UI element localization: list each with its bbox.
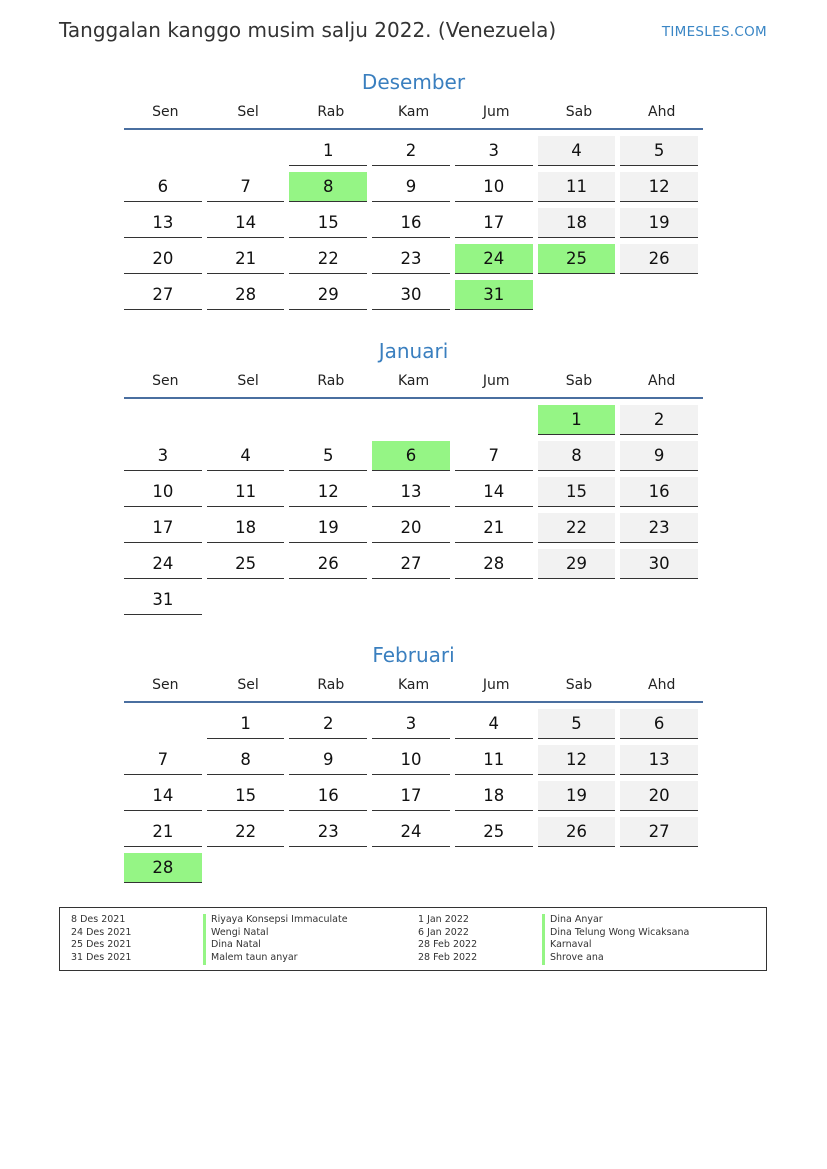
day-number: 9 [289, 745, 367, 775]
day-number: 8 [538, 441, 616, 471]
day-number: 3 [455, 136, 533, 166]
day-cell [620, 775, 703, 811]
day-number: 19 [620, 208, 698, 238]
day-number: 24 [124, 549, 202, 579]
day-cell [455, 703, 538, 739]
day-number: 14 [207, 208, 285, 238]
day-cell [372, 471, 455, 507]
day-number: 18 [455, 781, 533, 811]
day-number: 4 [455, 709, 533, 739]
week-row [124, 579, 703, 615]
weekday-label: Ahd [648, 373, 676, 389]
day-number: 28 [207, 280, 285, 310]
legend-holiday-date: 28 Feb 2022 [418, 952, 478, 964]
day-cell [538, 166, 621, 202]
weekday-label: Ahd [648, 104, 676, 120]
day-cell [207, 202, 290, 238]
day-cell [372, 202, 455, 238]
week-row [124, 811, 703, 847]
day-number: 11 [207, 477, 285, 507]
day-cell [124, 775, 207, 811]
day-number: 9 [620, 441, 698, 471]
day-cell [372, 130, 455, 166]
day-cell [207, 435, 290, 471]
month-title: Januari [378, 339, 449, 363]
day-cell [538, 847, 621, 883]
week-row [124, 775, 703, 811]
day-number: 11 [538, 172, 616, 202]
day-number: 3 [372, 709, 450, 739]
legend-holiday-date: 31 Des 2021 [71, 952, 132, 964]
week-row [124, 435, 703, 471]
weekday-label: Sel [237, 373, 259, 389]
day-cell [620, 435, 703, 471]
day-number: 29 [538, 549, 616, 579]
day-cell [207, 130, 290, 166]
day-number: 21 [207, 244, 285, 274]
day-number: 17 [124, 513, 202, 543]
day-number: 17 [455, 208, 533, 238]
day-cell [455, 471, 538, 507]
holiday-day-number: 28 [124, 853, 202, 883]
day-cell [620, 507, 703, 543]
holiday-day-number: 6 [372, 441, 450, 471]
day-cell [372, 435, 455, 471]
holiday-day-number: 1 [538, 405, 616, 435]
day-cell [620, 274, 703, 310]
day-cell [124, 739, 207, 775]
day-number: 13 [620, 745, 698, 775]
day-cell [207, 238, 290, 274]
weekday-header [124, 104, 703, 130]
legend-holiday-name: Malem taun anyar [203, 952, 348, 965]
day-cell [620, 399, 703, 435]
day-number: 19 [538, 781, 616, 811]
day-number: 21 [455, 513, 533, 543]
day-cell [289, 202, 372, 238]
weekday-label: Kam [397, 104, 430, 120]
week-row [124, 847, 703, 883]
day-cell [372, 166, 455, 202]
weekday-label: Sen [152, 373, 179, 389]
day-number: 23 [289, 817, 367, 847]
day-cell [207, 507, 290, 543]
legend-holiday-name: Riyaya Konsepsi Immaculate [203, 914, 348, 927]
week-row [124, 399, 703, 435]
day-cell [538, 130, 621, 166]
day-number: 13 [124, 208, 202, 238]
day-number: 6 [124, 172, 202, 202]
legend-holiday-name: Wengi Natal [203, 927, 348, 940]
day-cell [372, 543, 455, 579]
day-number: 12 [289, 477, 367, 507]
day-cell [207, 847, 290, 883]
day-cell [207, 739, 290, 775]
week-row [124, 507, 703, 543]
day-number: 18 [538, 208, 616, 238]
day-cell [538, 739, 621, 775]
week-row [124, 703, 703, 739]
month-title: Desember [361, 70, 466, 94]
day-cell [372, 811, 455, 847]
month-title: Februari [372, 643, 455, 667]
week-row [124, 543, 703, 579]
weekday-label: Sel [237, 104, 259, 120]
day-cell [124, 130, 207, 166]
holiday-legend [59, 907, 767, 971]
day-cell [455, 543, 538, 579]
weekday-label: Rab [317, 104, 345, 120]
day-cell [538, 703, 621, 739]
day-cell [372, 238, 455, 274]
day-number: 7 [124, 745, 202, 775]
week-row [124, 238, 703, 274]
day-cell [207, 399, 290, 435]
day-number: 2 [620, 405, 698, 435]
day-cell [124, 274, 207, 310]
weekday-label: Sab [565, 104, 593, 120]
day-cell [207, 274, 290, 310]
day-cell [620, 739, 703, 775]
day-cell [538, 579, 621, 615]
weekday-header [124, 373, 703, 399]
day-cell [620, 130, 703, 166]
day-cell [289, 130, 372, 166]
day-cell [538, 775, 621, 811]
legend-dates-left [71, 914, 131, 965]
day-number: 5 [538, 709, 616, 739]
day-number: 22 [207, 817, 285, 847]
day-cell [124, 543, 207, 579]
weekday-label: Kam [397, 373, 430, 389]
day-cell [455, 238, 538, 274]
day-cell [289, 579, 372, 615]
day-cell [538, 471, 621, 507]
day-cell [455, 274, 538, 310]
legend-holiday-name: Dina Telung Wong Wicaksana [542, 927, 689, 940]
legend-names-right [542, 914, 689, 965]
day-cell [289, 238, 372, 274]
day-number: 8 [207, 745, 285, 775]
legend-holiday-name: Dina Anyar [542, 914, 689, 927]
day-cell [124, 399, 207, 435]
day-cell [289, 435, 372, 471]
legend-holiday-date: 6 Jan 2022 [418, 926, 469, 938]
weekday-label: Kam [397, 677, 430, 693]
weekday-label: Sab [565, 373, 593, 389]
day-number: 9 [372, 172, 450, 202]
day-number: 1 [207, 709, 285, 739]
legend-holiday-date: 8 Des 2021 [71, 914, 126, 925]
day-cell [620, 579, 703, 615]
day-cell [620, 847, 703, 883]
day-cell [538, 507, 621, 543]
day-number: 7 [207, 172, 285, 202]
day-number: 16 [620, 477, 698, 507]
day-cell [207, 166, 290, 202]
day-cell [455, 166, 538, 202]
holiday-day-number: 25 [538, 244, 616, 274]
month-februari [124, 641, 703, 883]
day-cell [289, 399, 372, 435]
day-cell [620, 238, 703, 274]
day-number: 27 [124, 280, 202, 310]
month-januari [124, 337, 703, 615]
day-cell [289, 847, 372, 883]
day-cell [455, 579, 538, 615]
day-cell [124, 202, 207, 238]
day-cell [620, 811, 703, 847]
day-number: 30 [372, 280, 450, 310]
brand-link[interactable]: TIMESLES.COM [661, 24, 767, 40]
day-cell [455, 507, 538, 543]
day-cell [620, 202, 703, 238]
weekday-label: Jum [482, 373, 510, 389]
day-cell [207, 579, 290, 615]
weekday-header [124, 677, 703, 703]
day-cell [207, 775, 290, 811]
day-number: 26 [289, 549, 367, 579]
day-number: 29 [289, 280, 367, 310]
holiday-day-number: 8 [289, 172, 367, 202]
day-cell [372, 703, 455, 739]
weekday-label: Ahd [648, 677, 676, 693]
day-number: 16 [372, 208, 450, 238]
day-number: 26 [538, 817, 616, 847]
day-number: 27 [372, 549, 450, 579]
day-cell [455, 739, 538, 775]
weekday-label: Sel [237, 677, 259, 693]
day-cell [538, 811, 621, 847]
legend-names-left [203, 914, 348, 965]
day-cell [620, 166, 703, 202]
legend-holiday-date: 28 Feb 2022 [418, 939, 478, 951]
weekday-label: Rab [317, 677, 345, 693]
day-cell [620, 471, 703, 507]
day-number: 4 [538, 136, 616, 166]
day-cell [289, 471, 372, 507]
day-cell [372, 399, 455, 435]
day-cell [289, 507, 372, 543]
day-number: 14 [124, 781, 202, 811]
day-number: 11 [455, 745, 533, 775]
day-number: 12 [538, 745, 616, 775]
legend-holiday-date: 1 Jan 2022 [418, 914, 469, 925]
day-cell [289, 739, 372, 775]
day-cell [207, 811, 290, 847]
day-number: 16 [289, 781, 367, 811]
day-number: 28 [455, 549, 533, 579]
day-number: 15 [207, 781, 285, 811]
day-number: 14 [455, 477, 533, 507]
day-number: 26 [620, 244, 698, 274]
day-cell [538, 435, 621, 471]
day-number: 20 [372, 513, 450, 543]
day-cell [372, 739, 455, 775]
week-row [124, 274, 703, 310]
day-number: 20 [620, 781, 698, 811]
weekday-label: Sab [565, 677, 593, 693]
week-row [124, 202, 703, 238]
week-row [124, 739, 703, 775]
day-cell [372, 847, 455, 883]
weekday-label: Jum [482, 677, 510, 693]
week-row [124, 166, 703, 202]
weekday-label: Sen [152, 104, 179, 120]
day-cell [124, 166, 207, 202]
day-cell [372, 775, 455, 811]
day-number: 5 [620, 136, 698, 166]
day-cell [207, 543, 290, 579]
legend-holiday-date: 25 Des 2021 [71, 939, 132, 951]
day-number: 2 [289, 709, 367, 739]
day-cell [289, 703, 372, 739]
day-cell [372, 579, 455, 615]
day-cell [538, 202, 621, 238]
day-cell [538, 399, 621, 435]
legend-holiday-name: Karnaval [542, 939, 689, 952]
day-number: 23 [620, 513, 698, 543]
day-number: 7 [455, 441, 533, 471]
legend-dates-right [418, 914, 477, 965]
day-cell [289, 811, 372, 847]
day-number: 2 [372, 136, 450, 166]
day-cell [207, 471, 290, 507]
day-number: 24 [372, 817, 450, 847]
day-number: 10 [455, 172, 533, 202]
day-cell [455, 399, 538, 435]
day-number: 5 [289, 441, 367, 471]
day-number: 22 [538, 513, 616, 543]
day-cell [289, 543, 372, 579]
day-cell [620, 543, 703, 579]
weekday-label: Rab [317, 373, 345, 389]
day-number: 1 [289, 136, 367, 166]
page-title: Tanggalan kanggo musim salju 2022. (Venezuela) [59, 18, 557, 42]
weekday-label: Sen [152, 677, 179, 693]
day-number: 22 [289, 244, 367, 274]
day-cell [455, 202, 538, 238]
day-cell [372, 274, 455, 310]
day-cell [538, 238, 621, 274]
day-cell [455, 811, 538, 847]
month-desember [124, 68, 703, 310]
day-number: 18 [207, 513, 285, 543]
day-number: 3 [124, 441, 202, 471]
week-row [124, 471, 703, 507]
day-cell [455, 435, 538, 471]
holiday-day-number: 31 [455, 280, 533, 310]
legend-holiday-date: 24 Des 2021 [71, 926, 132, 938]
day-cell [124, 471, 207, 507]
day-cell [124, 703, 207, 739]
legend-holiday-name: Shrove ana [542, 952, 689, 965]
day-cell [455, 847, 538, 883]
day-number: 23 [372, 244, 450, 274]
legend-holiday-name: Dina Natal [203, 939, 348, 952]
day-number: 30 [620, 549, 698, 579]
day-number: 15 [538, 477, 616, 507]
day-number: 6 [620, 709, 698, 739]
week-row [124, 130, 703, 166]
day-cell [289, 274, 372, 310]
day-number: 13 [372, 477, 450, 507]
day-number: 21 [124, 817, 202, 847]
day-number: 17 [372, 781, 450, 811]
day-number: 19 [289, 513, 367, 543]
day-cell [538, 274, 621, 310]
day-cell [455, 775, 538, 811]
day-cell [372, 507, 455, 543]
day-cell [124, 847, 207, 883]
day-cell [124, 811, 207, 847]
day-number: 27 [620, 817, 698, 847]
day-number: 12 [620, 172, 698, 202]
day-cell [289, 166, 372, 202]
day-cell [207, 703, 290, 739]
day-cell [124, 507, 207, 543]
day-number: 20 [124, 244, 202, 274]
day-cell [289, 775, 372, 811]
day-number: 31 [124, 585, 202, 615]
day-cell [455, 130, 538, 166]
day-number: 10 [124, 477, 202, 507]
day-cell [620, 703, 703, 739]
day-cell [538, 543, 621, 579]
day-number: 4 [207, 441, 285, 471]
weekday-label: Jum [482, 104, 510, 120]
day-number: 15 [289, 208, 367, 238]
holiday-day-number: 24 [455, 244, 533, 274]
day-number: 10 [372, 745, 450, 775]
day-cell [124, 435, 207, 471]
day-cell [124, 238, 207, 274]
day-cell [124, 579, 207, 615]
day-number: 25 [207, 549, 285, 579]
day-number: 25 [455, 817, 533, 847]
